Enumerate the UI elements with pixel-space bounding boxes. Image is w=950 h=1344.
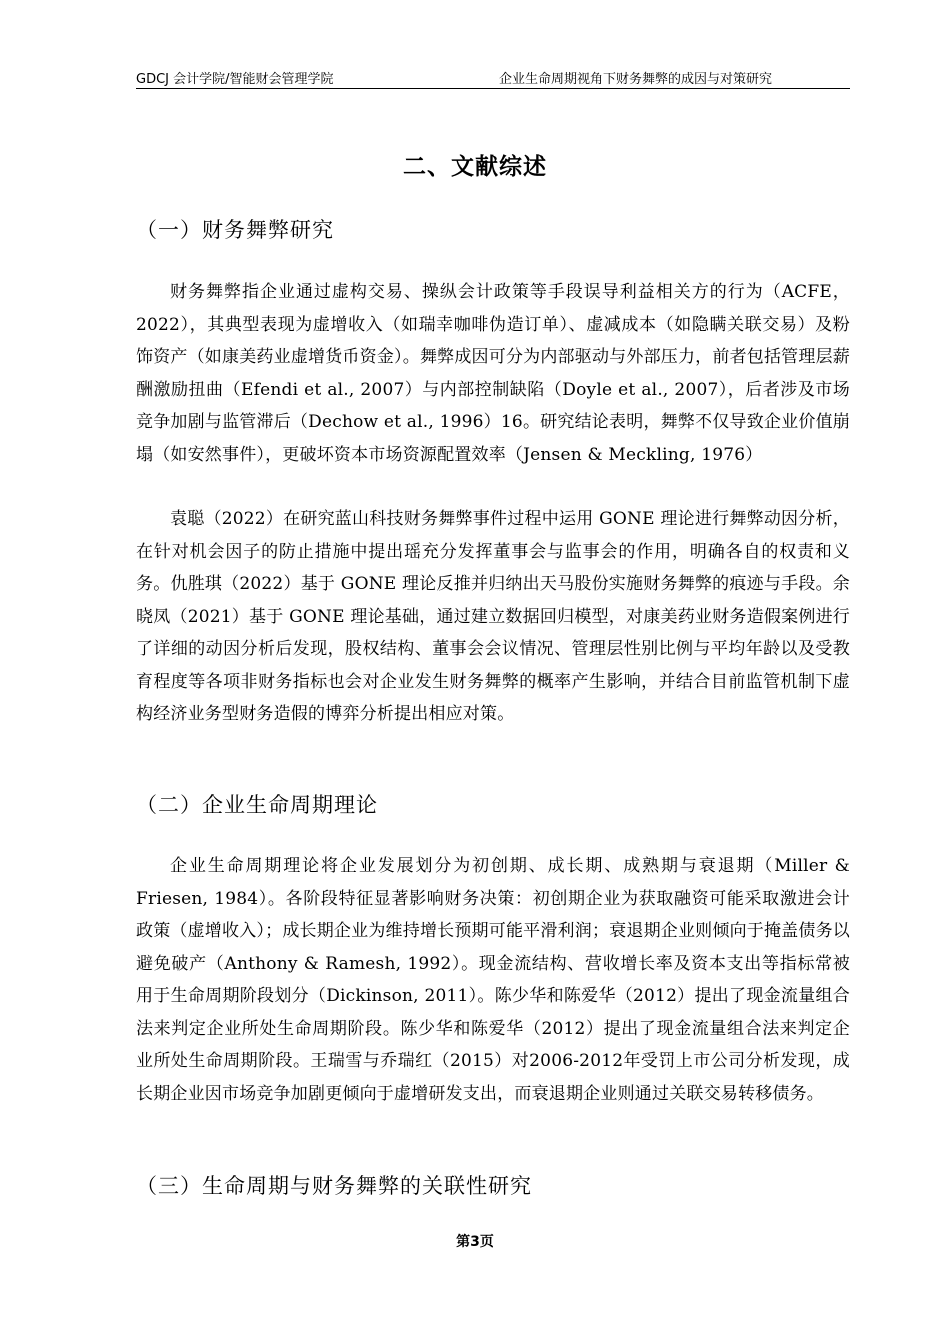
paragraph: 袁聪（2022）在研究蓝山科技财务舞弊事件过程中运用 GONE 理论进行舞弊动因分析，在针对机会因子的防止措施中提出瑶充分发挥董事会与监事会的作用，明确各自的权责和义务。仇胜琪（2022）基于 GONE 理论反推并归纳出天马股份实施财务舞弊的痕迹与手段。余晓凤（2021）基于 GONE 理论基础，通过建立数据回归模型，对康美药业财务造假案例进行了详细的动因分析后发现，股权结构、董事会会议情况、管理层性别比例与平均年龄以及受教育程度等各项非财务指标也会对企业发生财务舞弊的概率产生影响，并结合目前监管机制下虚构经济业务型财务造假的博弈分析提出相应对策。 — [136, 509, 850, 724]
chapter-title: 二、文献综述 — [403, 154, 547, 180]
running-header — [136, 66, 850, 89]
paragraph: 财务舞弊指企业通过虚构交易、操纵会计政策等手段误导利益相关方的行为（ACFE，2022），其典型表现为虚增收入（如瑞幸咖啡伪造订单）、虚减成本（如隐瞒关联交易）及粉饰资产（如康美药业虚增货币资金）。舞弊成因可分为内部驱动与外部压力，前者包括管理层薪酬激励扭曲（Efendi et al., 2007）与内部控制缺陷（Doyle et al., 2007），后者涉及市场竞争加剧与监管滞后（Dechow et al., 1996）16。研究结论表明，舞弊不仅导致企业价值崩塌（如安然事件），更破坏资本市场资源配置效率（Jensen & Meckling, 1976） — [136, 282, 850, 465]
paragraph: 企业生命周期理论将企业发展划分为初创期、成长期、成熟期与衰退期（Miller & Friesen, 1984）。各阶段特征显著影响财务决策：初创期企业为获取融资可能采取激进会计政策（虚增收入）；成长期企业为维持增长预期可能平滑利润；衰退期企业则倾向于掩盖债务以避免破产（Anthony & Ramesh, 1992）。现金流结构、营收增长率及资本支出等指标常被用于生命周期阶段划分（Dickinson, 2011）。陈少华和陈爱华（2012）提出了现金流量组合法来判定企业所处生命周期阶段。陈少华和陈爱华（2012）提出了现金流量组合法来判定企业所处生命周期阶段。王瑞雪与乔瑞红（2015）对2006-2012年受罚上市公司分析发现，成长期企业因市场竞争加剧更倾向于虚增研发支出，而衰退期企业则通过关联交易转移债务。 — [136, 856, 850, 1104]
section-heading-financial-fraud: （一）财务舞弊研究 — [136, 218, 334, 242]
header-institution: GDCJ 会计学院/智能财会管理学院 — [136, 72, 334, 87]
section-heading-lifecycle-theory: （二）企业生命周期理论 — [136, 793, 378, 817]
page-number: 第3页 — [456, 1234, 494, 1250]
section-heading-lifecycle-fraud-relation: （三）生命周期与财务舞弊的关联性研究 — [136, 1174, 532, 1198]
header-paper-title: 企业生命周期视角下财务舞弊的成因与对策研究 — [498, 72, 772, 87]
